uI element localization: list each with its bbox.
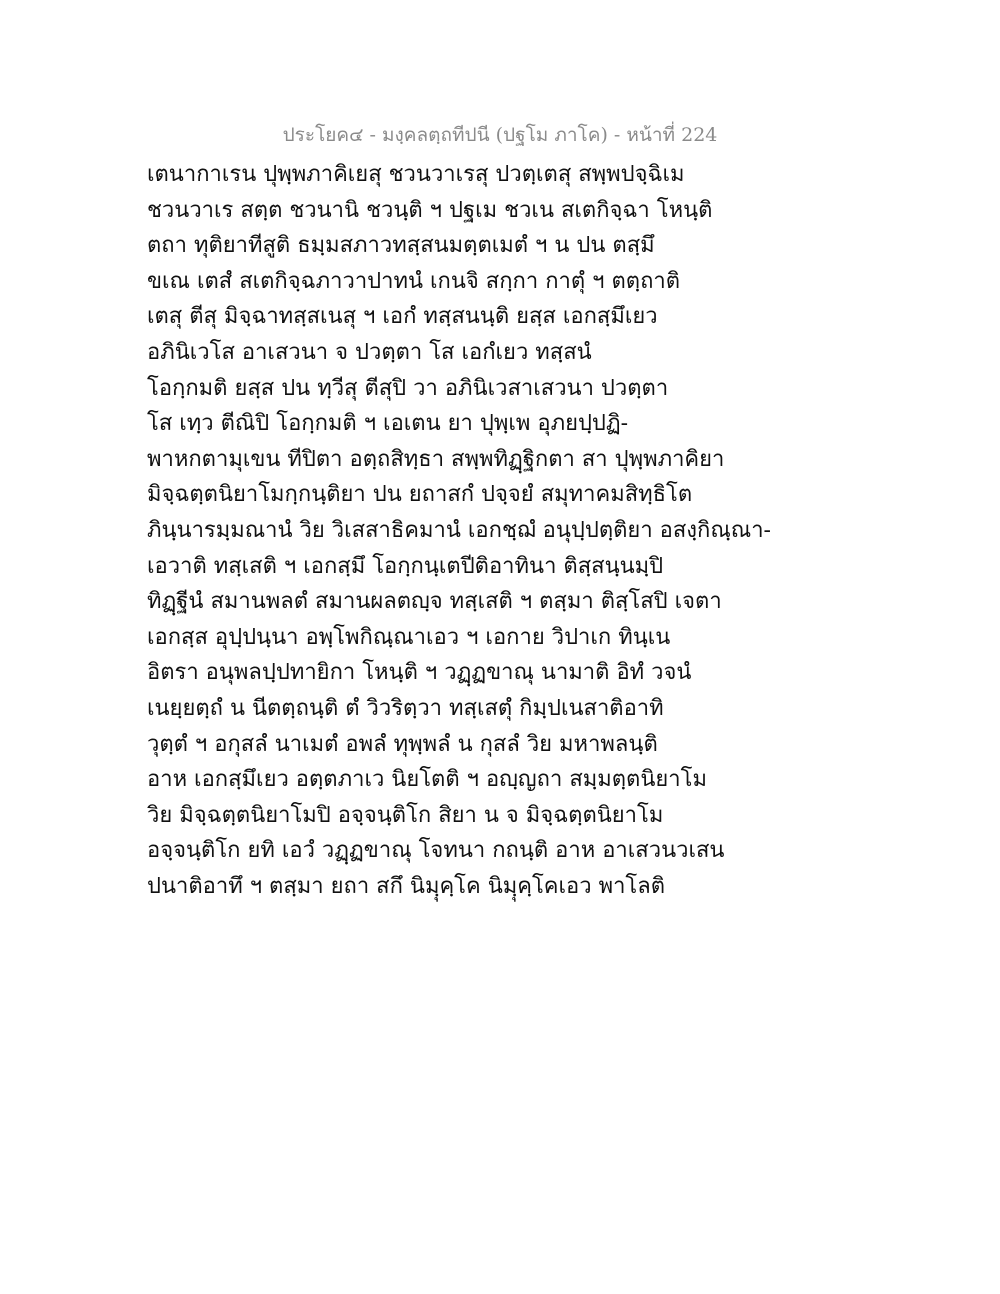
text-line: อภินิเวโส อาเสวนา จ ปวตฺตา โส เอกํเยว ทสฺสนํ [147, 339, 592, 365]
text-line: วิย มิจฺฉตฺตนิยาโมปิ อจฺจนฺติโก สิยา น จ มิจฺฉตฺตนิยาโม [147, 802, 664, 828]
text-line: วุตฺตํ ฯ อกุสลํ นาเมตํ อพลํ ทุพฺพลํ น กุสลํ วิย มหาพลนฺติ [147, 731, 658, 757]
text-line: เอวาติ ทสฺเสติ ฯ เอกสฺมึ โอกฺกนฺเตปีติอาทินา ติสฺสนฺนมฺปิ [147, 553, 664, 579]
text-line: เอกสฺส อุปฺปนฺนา อพฺโพกิณฺณาเอว ฯ เอกาย วิปาเก ทินฺเน [147, 624, 671, 650]
text-line: เตสุ ตีสุ มิจฺฉาทสฺสเนสุ ฯ เอกํ ทสฺสนนฺติ ยสฺส เอกสฺมึเยว [147, 304, 658, 330]
body-text [147, 157, 867, 904]
text-line: ภินฺนารมฺมณานํ วิย วิเสสาธิคมานํ เอกชฺฌํ อนุปฺปตฺติยา อสงฺกิณฺณา- [147, 517, 771, 543]
text-line: ทิฏฺฐีนํ สมานพลตํ สมานผลตญฺจ ทสฺเสติ ฯ ตสฺมา ติสฺโสปิ เจตา [147, 589, 722, 615]
text-line: อิตรา อนุพลปฺปทายิกา โหนฺติ ฯ วฏฺฏขาณุ นามาติ อิทํ วจนํ [147, 660, 692, 686]
text-line: เตนากาเรน ปุพฺพภาคิเยสุ ชวนวาเรสุ ปวตฺเตสุ สพฺพปจฺฉิเม [147, 162, 685, 187]
text-line: โส เทฺว ตีณิปิ โอกฺกมติ ฯ เอเตน ยา ปุพฺเพ อุภยปฺปฏิ- [147, 411, 629, 437]
text-line: โอกฺกมติ ยสฺส ปน ทฺวีสุ ตีสุปิ วา อภินิเวสาเสวนา ปวตฺตา [147, 375, 669, 401]
text-line: ชวนวาเร สตฺต ชวนานิ ชวนฺติ ฯ ปฐเม ชวเน สเตกิจฺฉา โหนฺติ [147, 197, 713, 223]
text-line: ขเณ เตสํ สเตกิจฺฉภาวาปาทนํ เกนจิ สกฺกา กาตุํ ฯ ตตฺถาติ [147, 268, 681, 294]
text-line: เนยฺยตฺถํ น นีตตฺถนฺติ ตํ วิวริตฺวา ทสฺเสตุํ กิมฺปเนสาติอาทิ [147, 695, 664, 721]
text-line: มิจฺฉตฺตนิยาโมกฺกนฺติยา ปน ยถาสกํ ปจฺจยํ สมุทาคมสิทฺธิโต [147, 482, 693, 508]
text-line: ตถา ทุติยาทีสูติ ธมฺมสภาวทสฺสนมตฺตเมตํ ฯ น ปน ตสฺมึ [147, 233, 655, 259]
text-line: พาหกตามุเขน ทีปิตา อตฺถสิทฺธา สพฺพทิฏฺฐิกตา สา ปุพฺพภาคิยา [147, 446, 725, 472]
text-line: อาห เอกสฺมึเยว อตฺตภาเว นิยโตติ ฯ อญฺญถา สมฺมตฺตนิยาโม [147, 767, 707, 793]
page-header: ประโยค๔ - มงฺคลตฺถทีปนี (ปฐโม ภาโค) - หน้าที่ 224 [282, 124, 718, 146]
text-line: ปนาติอาทึ ฯ ตสฺมา ยถา สกึ นิมฺุคฺโค นิมฺุคฺโคเอว พาโลติ [147, 873, 666, 899]
text-line: อจฺจนฺติโก ยทิ เอวํ วฏฺฏขาณุ โจทนา กถนฺติ อาห อาเสวนวเสน [147, 838, 725, 864]
